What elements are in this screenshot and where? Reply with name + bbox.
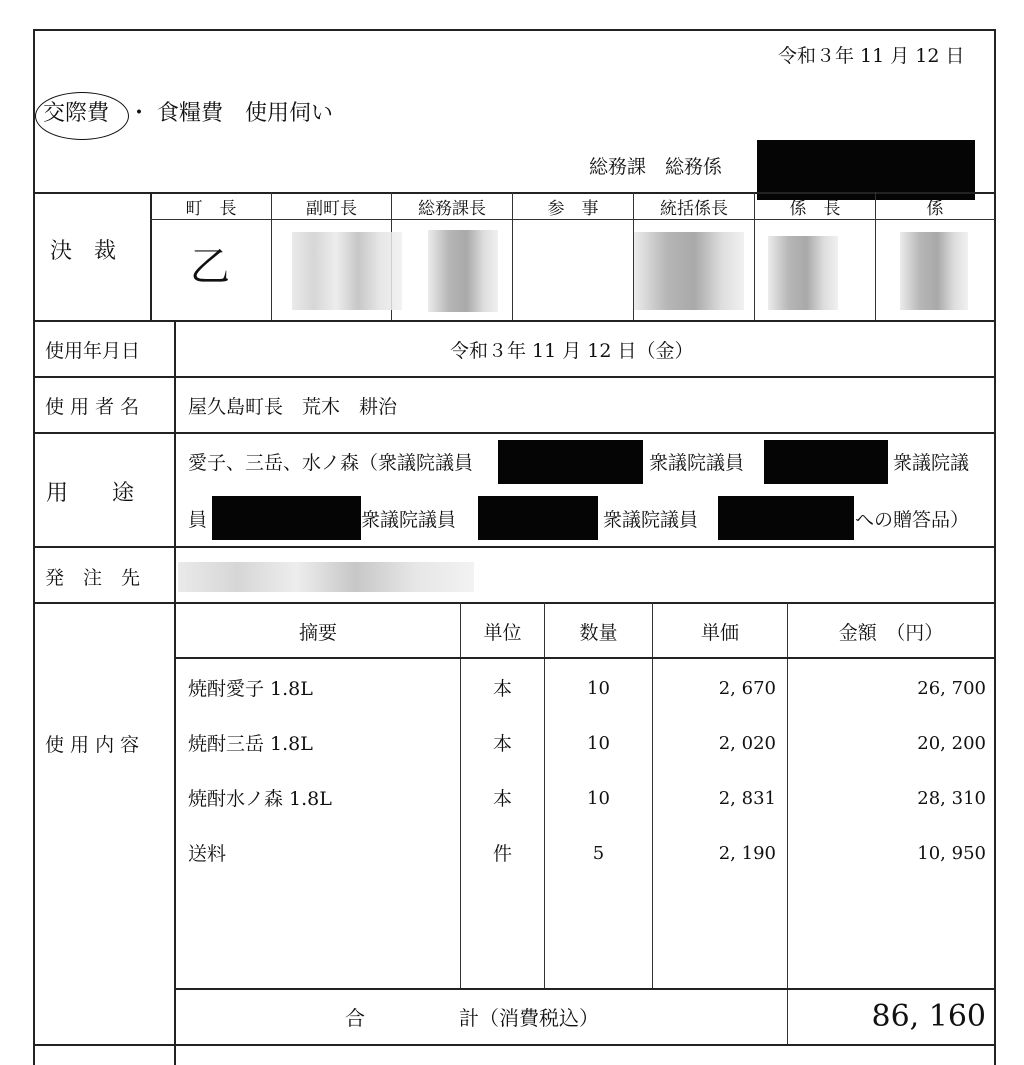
redacted-member-name: [498, 440, 643, 484]
user-name-divider: [33, 432, 996, 434]
approval-col-supervisor: 統括係長: [660, 199, 728, 219]
table-header-unit: 単位: [483, 622, 522, 644]
item-unit: 本: [492, 733, 512, 755]
redacted-member-name: [764, 440, 888, 484]
item-amount: 10, 950: [917, 843, 986, 864]
user-name-value: 屋久島町長 荒木 耕治: [188, 396, 398, 418]
table-bottom-divider: [33, 1044, 996, 1046]
purpose-line2-member-a: 衆議院議員: [361, 509, 457, 531]
item-unit: 本: [492, 678, 512, 700]
item-quantity: 10: [587, 678, 610, 699]
item-quantity: 10: [587, 733, 610, 754]
total-amount: 86, 160: [871, 999, 986, 1034]
table-header-divider: [174, 657, 995, 659]
blurred-stamp-staff: [900, 232, 968, 310]
table-header-unit-price: 単価: [700, 622, 739, 644]
purpose-line2-end: への贈答品）: [855, 509, 970, 531]
item-summary: 焼酎水ノ森 1.8L: [188, 788, 332, 810]
blurred-stamp-supervisor: [634, 232, 744, 310]
contents-label: 使 用 内 容: [45, 734, 140, 756]
item-unit: 本: [492, 788, 512, 810]
item-quantity: 10: [587, 788, 610, 809]
redacted-member-name: [478, 496, 598, 540]
title-circled-text: 交際費: [43, 101, 110, 126]
item-summary: 送料: [188, 843, 227, 865]
item-amount: 26, 700: [917, 678, 986, 699]
purpose-line2-start: 員: [188, 509, 208, 531]
document-date: 令和３年 11 月 12 日: [778, 45, 965, 67]
table-col-line: [787, 602, 788, 1045]
redacted-member-name: [718, 496, 854, 540]
user-name-label: 使 用 者 名: [45, 396, 140, 418]
blurred-stamp-general-affairs-chief: [428, 230, 498, 312]
table-header-summary: 摘要: [298, 622, 337, 644]
approval-col-general-affairs-chief: 総務課長: [418, 199, 486, 219]
table-header-quantity: 数量: [579, 622, 618, 644]
approval-label: 決 裁: [50, 239, 117, 264]
purpose-line2-member-b: 衆議院議員: [603, 509, 699, 531]
item-amount: 28, 310: [917, 788, 986, 809]
redacted-member-name: [212, 496, 361, 540]
total-row-top-divider: [174, 988, 995, 990]
redacted-staff-name: [757, 140, 975, 200]
use-date-divider: [33, 376, 996, 378]
approval-col-mayor: 町 長: [185, 199, 237, 219]
table-header-amount: 金額 （円）: [838, 622, 944, 644]
approval-col-deputy-mayor: 副町長: [306, 199, 357, 219]
item-unit-price: 2, 670: [718, 678, 776, 699]
item-unit: 件: [492, 843, 512, 865]
vendor-label: 発 注 先: [45, 567, 141, 589]
item-unit-price: 2, 020: [718, 733, 776, 754]
item-quantity: 5: [592, 843, 605, 864]
approval-col-section-chief: 係 長: [789, 199, 841, 219]
blurred-stamp-section-chief: [768, 236, 838, 310]
document-title: ・ 食糧費 使用伺い: [128, 101, 333, 126]
item-summary: 焼酎三岳 1.8L: [188, 733, 313, 755]
blurred-vendor-name: [178, 562, 474, 592]
approval-bottom-divider: [33, 320, 996, 322]
approval-col-councilor: 参 事: [547, 199, 599, 219]
approval-col-staff: 係: [926, 199, 944, 219]
item-amount: 20, 200: [917, 733, 986, 754]
mayor-approval-stamp: 乙: [190, 244, 230, 290]
total-label-first: 合: [345, 1006, 365, 1030]
item-unit-price: 2, 190: [718, 843, 776, 864]
purpose-line1-member: 衆議院議員: [649, 452, 745, 474]
vendor-divider: [33, 602, 996, 604]
purpose-label: 用 途: [46, 481, 135, 506]
department-name: 総務課 総務係: [589, 156, 723, 178]
blurred-stamp-deputy-mayor: [292, 232, 402, 310]
frame-top: [33, 29, 996, 31]
purpose-line1-start: 愛子、三岳、水ノ森（衆議院議員: [188, 452, 474, 474]
use-date-value: 令和３年 11 月 12 日（金）: [450, 340, 694, 362]
header-divider: [33, 192, 996, 194]
item-unit-price: 2, 831: [718, 788, 776, 809]
purpose-divider: [33, 546, 996, 548]
total-label-rest: 計（消費税込）: [459, 1006, 599, 1030]
purpose-line1-end: 衆議院議: [893, 452, 970, 474]
item-summary: 焼酎愛子 1.8L: [188, 678, 313, 700]
use-date-label: 使用年月日: [45, 340, 141, 362]
